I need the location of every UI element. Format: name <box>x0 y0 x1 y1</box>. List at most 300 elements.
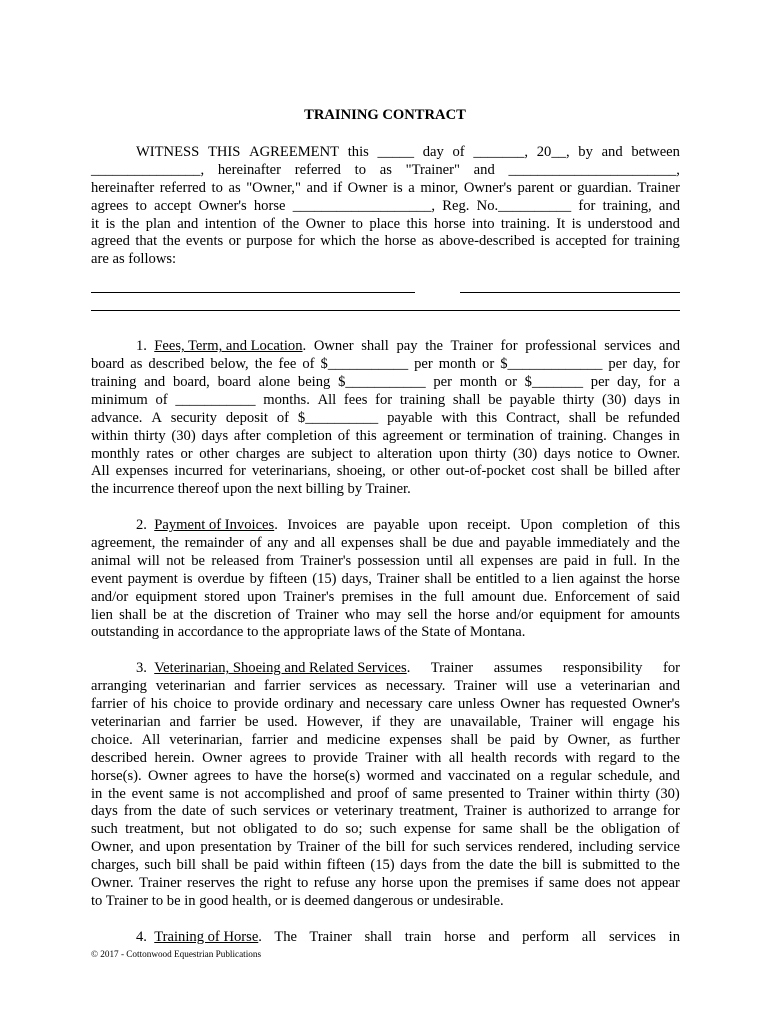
section-last-line: the incurrence thereof upon the next billing by Trainer. <box>91 481 411 498</box>
word: for <box>662 356 680 373</box>
word: treatment, <box>399 803 459 820</box>
word: Owner <box>347 179 388 196</box>
word: that <box>135 233 158 250</box>
word: which <box>320 233 356 250</box>
word: within <box>91 427 129 444</box>
section-number: 1. <box>136 338 147 355</box>
word: such <box>433 839 461 856</box>
word: necessary. <box>386 678 446 695</box>
word: of <box>276 409 290 426</box>
word: proof <box>357 785 389 802</box>
word: obligation <box>601 821 661 838</box>
word: expenses <box>115 463 169 480</box>
word: be <box>456 570 471 587</box>
word: $_______ <box>524 374 584 391</box>
word: the <box>518 857 537 874</box>
text-line <box>91 696 680 714</box>
word: as <box>421 233 434 250</box>
word: Owner's <box>463 179 512 196</box>
word: horse <box>384 233 417 250</box>
word: released <box>211 552 260 569</box>
word: date <box>181 803 207 820</box>
word: per <box>590 374 610 391</box>
word: services <box>263 803 311 820</box>
word: expense <box>403 821 451 838</box>
word: Trainer <box>365 749 408 766</box>
word: incurred <box>174 463 223 480</box>
word: due. <box>522 588 548 605</box>
text-line <box>91 732 680 750</box>
word: of <box>394 785 407 802</box>
word: the <box>108 785 126 802</box>
word: engage <box>612 713 654 730</box>
word: Owner <box>147 767 188 784</box>
word: and <box>601 144 623 160</box>
word: paid <box>509 731 536 748</box>
word: Trainer's <box>300 552 352 569</box>
word: payment <box>127 570 178 587</box>
word: the <box>662 749 680 766</box>
word: a <box>673 374 680 391</box>
word: regard <box>598 749 636 766</box>
word: choice. <box>91 731 133 748</box>
text-line <box>91 428 680 446</box>
word: Trainer <box>526 785 570 802</box>
text-line <box>91 374 680 392</box>
word: they <box>389 713 415 730</box>
word: authorized <box>528 803 590 820</box>
word: hereinafter <box>217 161 282 178</box>
word: with <box>441 409 468 426</box>
word: this <box>406 215 428 232</box>
word: payable <box>387 409 433 426</box>
word: submitted <box>582 857 640 874</box>
word: charges, <box>91 857 139 874</box>
word: refuse <box>313 874 350 891</box>
word: if <box>534 874 544 891</box>
word: other <box>409 463 440 480</box>
word: below, <box>210 356 249 373</box>
word: is <box>105 215 116 232</box>
word: any <box>267 535 289 552</box>
word: until <box>426 552 454 569</box>
word: further <box>640 731 680 748</box>
word: unavailable, <box>450 713 522 730</box>
word: same <box>168 785 199 802</box>
word: the <box>162 233 181 250</box>
word: Owner <box>305 215 346 232</box>
word: or <box>228 233 241 250</box>
word: paid <box>563 552 589 569</box>
word: against <box>579 570 621 587</box>
word: lien <box>552 570 575 587</box>
word: a <box>408 179 415 196</box>
word: the <box>466 857 484 874</box>
section-last-line: outstanding in accordance to the appropriate laws of the State of Montana. <box>91 624 526 641</box>
text-line <box>91 463 680 481</box>
word: possession <box>357 552 420 569</box>
text-line <box>91 803 680 821</box>
word: between <box>631 144 680 160</box>
word: and <box>306 179 328 196</box>
word: amount <box>471 588 516 605</box>
word: full. <box>613 552 637 569</box>
intro-paragraph <box>91 144 680 251</box>
word: the <box>453 874 472 891</box>
word: shall <box>424 570 452 587</box>
word: so; <box>345 821 363 838</box>
word: Trainer <box>297 839 340 856</box>
word: training, <box>602 197 652 214</box>
word: Owner. <box>91 874 134 891</box>
word: horse <box>648 570 680 587</box>
word: day <box>422 144 444 160</box>
word: veterinarian <box>91 713 161 730</box>
word: such <box>369 821 397 838</box>
word: thirty <box>562 391 595 408</box>
word: and <box>139 839 161 856</box>
text-line <box>91 535 680 553</box>
word: schedule, <box>597 767 653 784</box>
word: of <box>262 215 276 232</box>
word: veterinarian <box>155 678 226 695</box>
word: for <box>611 233 629 250</box>
word: the <box>240 874 259 891</box>
word: Trainer <box>637 179 680 196</box>
word: or <box>391 463 404 480</box>
text-line <box>91 607 680 625</box>
word: of <box>212 803 225 820</box>
word: has <box>545 696 565 713</box>
word: be <box>605 409 620 426</box>
word: Enforcement <box>554 588 630 605</box>
word: board <box>217 374 251 391</box>
word: a <box>537 767 544 784</box>
word: within <box>575 785 613 802</box>
word: the <box>419 588 437 605</box>
word: $__________ <box>297 409 379 426</box>
word: after <box>653 463 680 480</box>
word: AGREEMENT <box>249 144 340 160</box>
word: (15) <box>370 857 395 874</box>
word: services <box>309 678 357 695</box>
section-lead <box>136 338 303 356</box>
word: accept <box>154 197 192 214</box>
word: be <box>234 857 249 874</box>
word: No.__________ <box>476 197 572 214</box>
word: days <box>543 445 571 462</box>
word: expenses <box>389 731 442 748</box>
text-line <box>91 857 680 875</box>
word: of <box>637 588 650 605</box>
word: training. <box>557 427 607 444</box>
word: days <box>634 391 661 408</box>
word: as <box>130 356 143 373</box>
word: vaccinated <box>447 767 511 784</box>
text-line <box>91 162 680 180</box>
word: plan <box>145 215 171 232</box>
word: In <box>643 552 656 569</box>
blank-line-3 <box>91 310 680 311</box>
word: $_____________ <box>500 356 603 373</box>
word: as <box>365 678 378 695</box>
word: overdue <box>197 570 245 587</box>
word: training <box>399 391 446 408</box>
word: understood <box>587 215 653 232</box>
word: rendered, <box>517 839 573 856</box>
word: fifteen <box>326 857 365 874</box>
word: paid <box>253 857 279 874</box>
word: advance. <box>91 409 143 426</box>
word: all <box>448 749 464 766</box>
text-line <box>91 589 680 607</box>
word: "Owner," <box>246 179 301 196</box>
word: farrier <box>199 713 236 730</box>
word: with <box>564 749 591 766</box>
word: agrees <box>91 197 129 214</box>
word: $___________ <box>338 374 426 391</box>
word: ___________ <box>175 391 256 408</box>
word: right <box>263 874 292 891</box>
word: WITNESS <box>136 144 200 160</box>
word: and <box>658 767 680 784</box>
word: veterinarian <box>580 678 651 695</box>
word: to <box>135 197 147 214</box>
section-number: 3. <box>136 660 147 677</box>
word: for <box>297 233 315 250</box>
word: It <box>556 215 566 232</box>
word: remainder <box>184 535 244 552</box>
word: for <box>458 821 476 838</box>
word: to <box>211 179 223 196</box>
word: by <box>544 731 559 748</box>
word: the <box>121 215 140 232</box>
word: his <box>150 696 168 713</box>
word: as <box>619 731 632 748</box>
word: farrier <box>91 696 128 713</box>
word: other <box>199 445 230 462</box>
word: "Trainer" <box>405 161 460 178</box>
section-last-line: to Trainer to be in good health, or is deemed dangerous or undesirable. <box>91 892 504 909</box>
word: to <box>304 821 317 838</box>
word: training. <box>500 215 550 232</box>
word: if <box>371 713 381 730</box>
word: such <box>144 857 172 874</box>
word: and <box>234 678 256 695</box>
section-heading: Payment of Invoices <box>154 517 275 534</box>
word: same <box>548 874 579 891</box>
word: for <box>228 463 246 480</box>
word: the <box>662 857 680 874</box>
word: necessary <box>365 696 423 713</box>
word: be <box>191 552 206 569</box>
word: equipment <box>539 606 602 623</box>
word: training <box>634 233 680 250</box>
word: shall <box>560 463 589 480</box>
word: of <box>249 535 262 552</box>
word: and <box>339 696 361 713</box>
word: to <box>354 161 366 178</box>
word: is <box>182 570 193 587</box>
word: services <box>465 839 513 856</box>
word: for <box>607 606 625 623</box>
section-lead <box>136 517 274 535</box>
word: by <box>249 570 265 587</box>
word: All <box>317 391 337 408</box>
word: days, <box>341 570 372 587</box>
word: expenses <box>480 552 534 569</box>
blank-line-1 <box>91 292 415 293</box>
word: not <box>217 821 236 838</box>
word: thirty <box>134 427 166 444</box>
word: hereinafter <box>91 179 155 196</box>
word: full <box>444 588 465 605</box>
word: veterinarians, <box>251 463 331 480</box>
word: shall <box>568 409 597 426</box>
word: have <box>255 767 283 784</box>
word: horse <box>253 197 286 214</box>
word: not <box>220 785 239 802</box>
word: said <box>656 588 680 605</box>
text-line <box>91 714 680 732</box>
word: horse <box>381 874 414 891</box>
word: month <box>438 356 477 373</box>
word: above-described <box>439 233 535 250</box>
word: choice <box>173 696 212 713</box>
word: reserves <box>187 874 235 891</box>
word: the <box>575 821 594 838</box>
word: thirty <box>618 785 650 802</box>
word: are <box>539 552 558 569</box>
word: to <box>524 570 536 587</box>
word: all <box>459 552 475 569</box>
word: Contract, <box>506 409 561 426</box>
word: for <box>375 391 393 408</box>
word: (30) <box>512 445 538 462</box>
section-first-line-rest: . Trainer assumes responsibility for <box>406 660 680 677</box>
word: care <box>428 696 453 713</box>
word: be <box>432 535 447 552</box>
word: not <box>166 552 185 569</box>
word: within <box>284 857 322 874</box>
word: Owner <box>500 696 540 713</box>
word: agreement, <box>91 535 156 552</box>
word: _______________________, <box>508 161 680 178</box>
text-line <box>91 571 680 589</box>
word: per <box>414 356 433 373</box>
word: but <box>191 821 210 838</box>
word: in <box>595 552 607 569</box>
word: and <box>658 678 680 695</box>
word: security <box>170 409 217 426</box>
word: as <box>228 179 241 196</box>
word: to <box>595 803 608 820</box>
word: All <box>91 463 110 480</box>
word: use <box>536 678 557 695</box>
word: of <box>133 696 146 713</box>
word: for <box>648 374 666 391</box>
word: of <box>345 839 358 856</box>
word: from <box>123 803 153 820</box>
word: the <box>661 552 680 569</box>
word: However, <box>306 713 364 730</box>
word: used. <box>267 713 298 730</box>
word: amounts <box>630 606 680 623</box>
word: entitled <box>475 570 520 587</box>
text-line <box>91 216 680 234</box>
word: minimum <box>91 391 148 408</box>
word: referred <box>159 179 206 196</box>
word: provide <box>313 749 358 766</box>
word: for <box>410 839 428 856</box>
word: lien <box>91 606 113 623</box>
word: by <box>277 839 292 856</box>
word: to <box>237 767 249 784</box>
copyright-footer: © 2017 - Cottonwood Equestrian Publications <box>91 949 262 959</box>
word: shoeing, <box>336 463 386 480</box>
word: be <box>554 821 569 838</box>
word: upon <box>438 445 469 462</box>
section-training-of-horse <box>91 929 680 947</box>
word: upon <box>418 874 449 891</box>
section-lead <box>136 660 407 678</box>
word: or <box>559 179 572 196</box>
word: intention <box>204 215 257 232</box>
section-fees-term-location <box>91 338 680 499</box>
word: the <box>158 803 176 820</box>
word: after <box>233 427 261 444</box>
word: fifteen <box>269 570 308 587</box>
word: does <box>584 874 612 891</box>
word: place <box>369 215 401 232</box>
word: Trainer's <box>283 588 335 605</box>
word: events <box>185 233 224 250</box>
section-first-line <box>91 338 680 356</box>
blank-line-2 <box>460 292 680 293</box>
word: and <box>330 785 352 802</box>
word: horse <box>433 215 466 232</box>
word: to <box>509 785 522 802</box>
word: Reg. <box>442 197 470 214</box>
word: Owner. <box>637 445 680 462</box>
word: cost <box>531 463 555 480</box>
word: Trainer <box>529 713 573 730</box>
word: upon <box>165 839 195 856</box>
word: bill <box>542 857 562 874</box>
word: and <box>658 197 680 214</box>
word: and <box>296 731 318 748</box>
section-first-line-rest: . The Trainer shall train horse and perform all services in <box>258 928 680 945</box>
word: termination <box>466 427 535 444</box>
section-heading: Training of Horse <box>154 928 259 945</box>
word: of <box>277 606 290 623</box>
word: and <box>473 161 495 178</box>
section-first-line-rest: . Owner shall pay the Trainer for professional services and <box>302 338 680 355</box>
word: not <box>616 874 636 891</box>
word: event <box>131 785 164 802</box>
word: will <box>137 552 160 569</box>
word: all <box>320 535 336 552</box>
word: obligated <box>243 821 298 838</box>
word: days <box>91 803 118 820</box>
word: THIS <box>207 144 241 160</box>
word: to <box>359 445 371 462</box>
word: the <box>281 215 300 232</box>
word: provide <box>234 696 279 713</box>
word: farrier <box>264 678 301 695</box>
word: including <box>578 839 634 856</box>
word: A <box>151 409 162 426</box>
